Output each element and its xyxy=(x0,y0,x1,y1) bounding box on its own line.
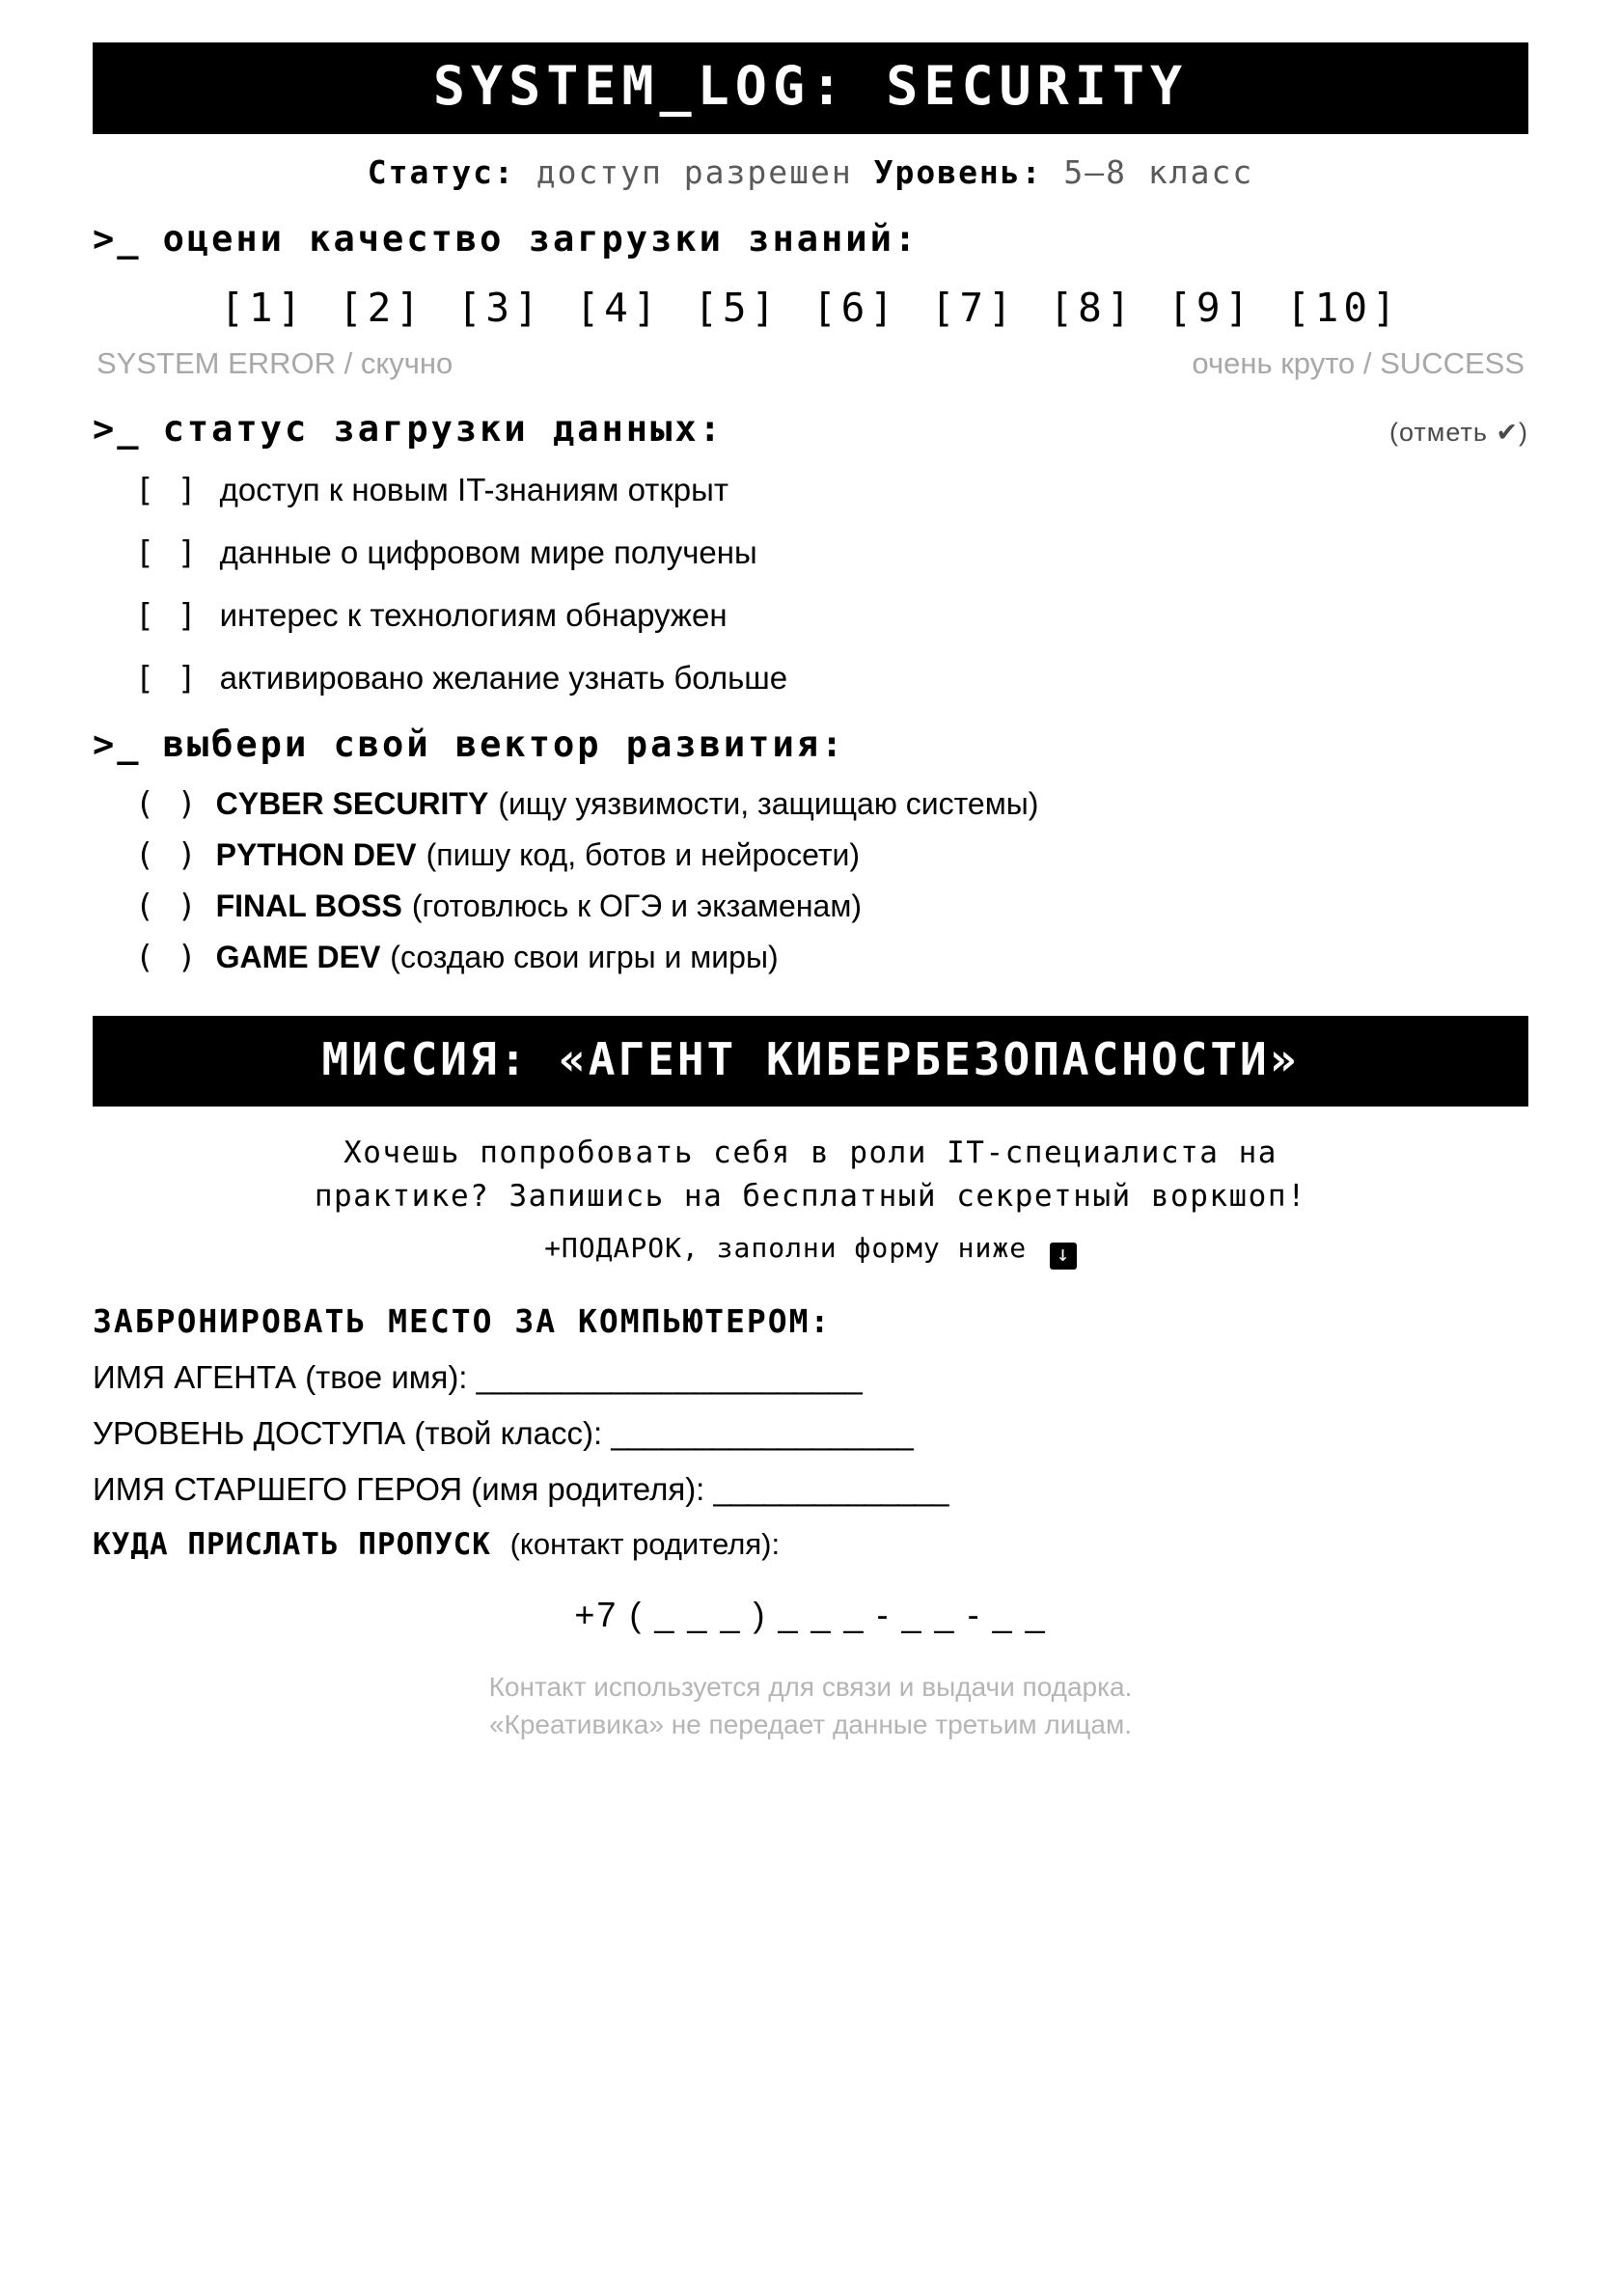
checklist-question xyxy=(93,408,1528,450)
list-item-label: активировано желание узнать больше xyxy=(219,660,788,696)
radio-button[interactable]: ( ) xyxy=(135,887,199,924)
level-value: 5–8 класс xyxy=(1063,153,1254,191)
list-item[interactable] xyxy=(135,938,1528,975)
arrow-down-icon: ↓ xyxy=(1050,1243,1077,1270)
list-item[interactable] xyxy=(135,784,1528,822)
contact-hint: (контакт родителя): xyxy=(509,1526,781,1561)
mission-section xyxy=(93,1016,1528,1270)
radio-button[interactable]: ( ) xyxy=(135,835,199,873)
rating-legend-left: SYSTEM ERROR / скучно xyxy=(96,346,453,380)
form-row-contact xyxy=(93,1527,1528,1562)
prompt-caret-icon: >_ xyxy=(93,218,142,260)
list-item-label: данные о цифровом мире получены xyxy=(219,534,757,570)
vector-options xyxy=(93,784,1528,975)
field-label: УРОВЕНЬ ДОСТУПА xyxy=(93,1414,406,1451)
rating-legend xyxy=(93,346,1528,381)
rating-option[interactable]: [5] xyxy=(694,285,781,331)
list-item[interactable] xyxy=(135,835,1528,873)
mission-description xyxy=(93,1132,1528,1218)
list-item[interactable] xyxy=(135,596,1528,634)
form-row-agent-name[interactable] xyxy=(93,1359,1528,1396)
mission-gift-text: +ПОДАРОК, заполни форму ниже xyxy=(544,1231,1028,1264)
contact-label: КУДА ПРИСЛАТЬ ПРОПУСК xyxy=(93,1526,491,1562)
list-item-label: GAME DEV xyxy=(215,940,381,974)
form-row-access-level[interactable] xyxy=(93,1415,1528,1452)
mission-gift-note xyxy=(93,1232,1528,1270)
phone-input[interactable]: +7 ( _ _ _ ) _ _ _ - _ _ - _ _ xyxy=(574,1594,1047,1634)
prompt-caret-icon: >_ xyxy=(93,724,142,765)
list-item[interactable] xyxy=(135,533,1528,571)
list-item-label: CYBER SECURITY xyxy=(215,786,489,821)
checkbox[interactable]: [ ] xyxy=(135,596,199,634)
privacy-footnote-line2: «Креативика» не передает данные третьим лицам. xyxy=(488,1709,1133,1740)
access-level-input[interactable]: __________________ xyxy=(611,1414,913,1451)
field-label: ИМЯ АГЕНТА xyxy=(93,1358,297,1395)
rating-option[interactable]: [10] xyxy=(1286,285,1401,331)
rating-option[interactable]: [8] xyxy=(1049,285,1136,331)
list-item-label: FINAL BOSS xyxy=(215,888,402,923)
mission-banner: МИССИЯ: «АГЕНТ КИБЕРБЕЗОПАСНОСТИ» xyxy=(93,1016,1528,1107)
rating-scale xyxy=(93,285,1528,331)
vector-question xyxy=(93,724,1528,765)
rating-question-text: оцени качество загрузки знаний: xyxy=(162,218,920,260)
status-line xyxy=(93,153,1528,191)
form-heading: ЗАБРОНИРОВАТЬ МЕСТО ЗА КОМПЬЮТЕРОМ: xyxy=(93,1301,832,1340)
list-item[interactable] xyxy=(135,659,1528,697)
field-label: ИМЯ СТАРШЕГО ГЕРОЯ xyxy=(93,1470,463,1507)
list-item[interactable] xyxy=(135,887,1528,924)
rating-option[interactable]: [4] xyxy=(575,285,662,331)
radio-button[interactable]: ( ) xyxy=(135,784,199,822)
checklist xyxy=(93,471,1528,697)
list-item-description: (создаю свои игры и миры) xyxy=(390,940,779,974)
list-item-description: (ищу уязвимости, защищаю системы) xyxy=(498,786,1039,821)
field-hint: (твое имя): xyxy=(305,1358,468,1395)
agent-name-input[interactable]: _______________________ xyxy=(476,1358,862,1395)
rating-option[interactable]: [3] xyxy=(456,285,543,331)
list-item-label: доступ к новым IT-знаниям открыт xyxy=(219,472,728,507)
checkbox[interactable]: [ ] xyxy=(135,533,199,571)
rating-option[interactable]: [1] xyxy=(220,285,307,331)
prompt-caret-icon: >_ xyxy=(93,408,142,450)
checklist-hint: (отметь ✔) xyxy=(1388,418,1528,447)
mission-description-line2: практике? Запишись на бесплатный секретный воркшоп! xyxy=(314,1178,1307,1214)
mission-description-line1: Хочешь попробовать себя в роли IT-специалиста на xyxy=(343,1135,1278,1170)
page-title-banner: SYSTEM_LOG: SECURITY xyxy=(93,42,1528,134)
rating-legend-right: очень круто / SUCCESS xyxy=(1192,346,1525,380)
rating-option[interactable]: [9] xyxy=(1168,285,1254,331)
rating-option[interactable]: [2] xyxy=(339,285,426,331)
level-label: Уровень: xyxy=(873,153,1043,191)
checkbox[interactable]: [ ] xyxy=(135,659,199,697)
status-value: доступ разрешен xyxy=(536,153,853,191)
list-item-label: интерес к технологиям обнаружен xyxy=(219,597,728,633)
rating-option[interactable]: [7] xyxy=(930,285,1017,331)
checklist-question-text: статус загрузки данных: xyxy=(162,408,724,450)
status-label: Статус: xyxy=(367,153,515,191)
privacy-footnote xyxy=(93,1668,1528,1743)
form-row-parent-name[interactable] xyxy=(93,1471,1528,1508)
privacy-footnote-line1: Контакт используется для связи и выдачи подарка. xyxy=(488,1671,1133,1702)
list-item-description: (готовлюсь к ОГЭ и экзаменам) xyxy=(411,888,862,923)
rating-option[interactable]: [6] xyxy=(812,285,899,331)
vector-question-text: выбери свой вектор развития: xyxy=(162,724,846,765)
radio-button[interactable]: ( ) xyxy=(135,938,199,975)
list-item[interactable] xyxy=(135,471,1528,508)
list-item-label: PYTHON DEV xyxy=(215,837,417,872)
rating-question xyxy=(93,218,1528,260)
field-hint: (твой класс): xyxy=(414,1414,603,1451)
parent-name-input[interactable]: ______________ xyxy=(713,1470,948,1507)
list-item-description: (пишу код, ботов и нейросети) xyxy=(426,837,860,872)
checkbox[interactable]: [ ] xyxy=(135,471,199,508)
field-hint: (имя родителя): xyxy=(471,1470,705,1507)
